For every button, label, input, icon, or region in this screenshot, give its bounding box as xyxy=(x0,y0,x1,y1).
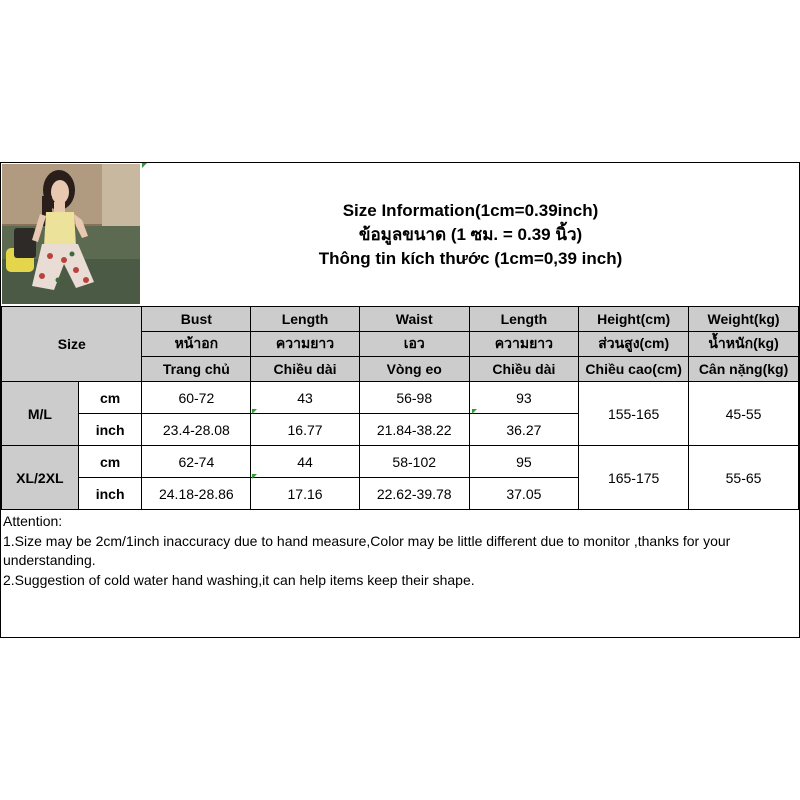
value-cell: 62-74 xyxy=(142,446,251,478)
column-header: Length xyxy=(251,307,360,332)
column-header: ความยาว xyxy=(251,332,360,357)
table-row xyxy=(2,446,799,478)
column-header: ความยาว xyxy=(469,332,579,357)
value-cell: 58-102 xyxy=(359,446,469,478)
value-cell: 56-98 xyxy=(359,382,469,414)
value-cell: 17.16 xyxy=(251,478,360,510)
column-header: Bust xyxy=(142,307,251,332)
unit-label: inch xyxy=(78,478,142,510)
column-header: Chiều dài xyxy=(251,357,360,382)
size-label: M/L xyxy=(2,382,79,446)
unit-label: cm xyxy=(78,446,142,478)
size-header: Size xyxy=(2,307,142,382)
value-cell: 23.4-28.08 xyxy=(142,414,251,446)
size-table xyxy=(1,306,799,510)
value-cell: 22.62-39.78 xyxy=(359,478,469,510)
corner-marker xyxy=(472,409,477,414)
column-header: Length xyxy=(469,307,579,332)
size-chart xyxy=(0,162,800,638)
value-cell: 60-72 xyxy=(142,382,251,414)
column-header: น้ำหนัก(kg) xyxy=(689,332,799,357)
attention-note: 2.Suggestion of cold water hand washing,it can help items keep their shape. xyxy=(3,571,475,588)
title-block xyxy=(142,163,799,306)
model-photo xyxy=(2,164,140,304)
attention-heading: Attention: xyxy=(3,513,63,529)
value-cell: 44 xyxy=(251,446,360,478)
height-cell: 165-175 xyxy=(579,446,689,510)
corner-marker xyxy=(252,409,257,414)
height-cell: 155-165 xyxy=(579,382,689,446)
table-row xyxy=(2,382,799,414)
value-cell: 37.05 xyxy=(469,478,579,510)
title-thai: ข้อมูลขนาด (1 ซม. = 0.39 นิ้ว) xyxy=(358,224,583,244)
column-header: Chiều dài xyxy=(469,357,579,382)
model-photo-image xyxy=(2,164,140,304)
attention-notes xyxy=(3,512,795,590)
column-header: Cân nặng(kg) xyxy=(689,357,799,382)
weight-cell: 45-55 xyxy=(689,382,799,446)
column-header: Height(cm) xyxy=(579,307,689,332)
attention-note: 1.Size may be 2cm/1inch inaccuracy due to hand measure,Color may be little different due to monitor ,thanks for your understanding. xyxy=(3,532,731,568)
value-cell: 93 xyxy=(469,382,579,414)
unit-label: cm xyxy=(78,382,142,414)
column-header: เอว xyxy=(359,332,469,357)
unit-label: inch xyxy=(78,414,142,446)
weight-cell: 55-65 xyxy=(689,446,799,510)
value-cell: 24.18-28.86 xyxy=(142,478,251,510)
value-cell: 43 xyxy=(251,382,360,414)
value-cell: 95 xyxy=(469,446,579,478)
value-cell: 16.77 xyxy=(251,414,360,446)
column-header: หน้าอก xyxy=(142,332,251,357)
value-cell: 36.27 xyxy=(469,414,579,446)
column-header: Waist xyxy=(359,307,469,332)
value-cell: 21.84-38.22 xyxy=(359,414,469,446)
column-header: Vòng eo xyxy=(359,357,469,382)
size-label: XL/2XL xyxy=(2,446,79,510)
column-header: Weight(kg) xyxy=(689,307,799,332)
title-vietnamese: Thông tin kích thước (1cm=0,39 inch) xyxy=(318,248,623,268)
column-header: Trang chủ xyxy=(142,357,251,382)
corner-marker xyxy=(252,474,257,479)
header-row-english xyxy=(2,307,799,332)
column-header: ส่วนสูง(cm) xyxy=(579,332,689,357)
column-header: Chiều cao(cm) xyxy=(579,357,689,382)
title-english: Size Information(1cm=0.39inch) xyxy=(342,200,599,220)
